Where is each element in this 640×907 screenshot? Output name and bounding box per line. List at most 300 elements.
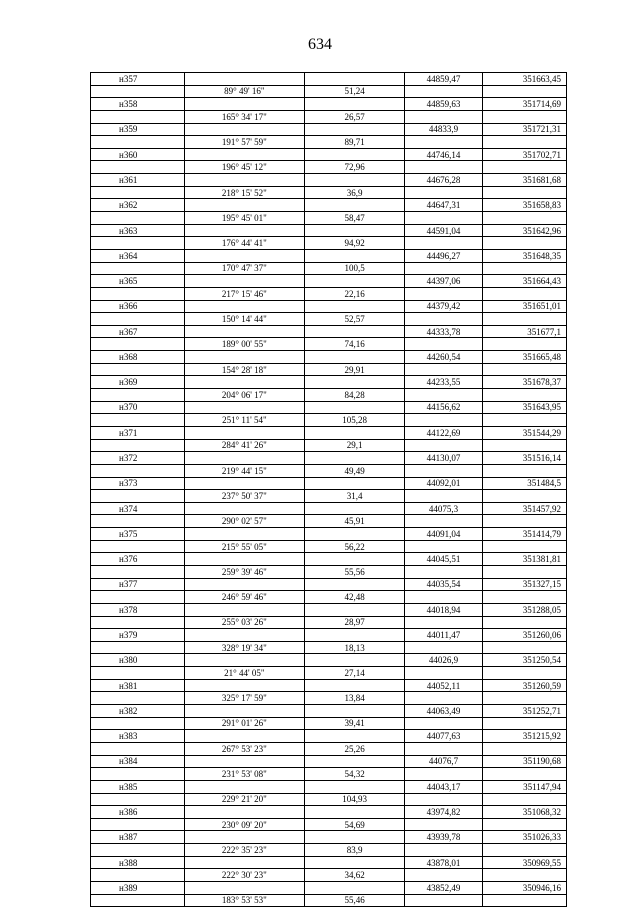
point-name-cell: н384 (91, 755, 185, 768)
angle-cell: 170° 47' 37" (184, 262, 304, 275)
y-coordinate-cell (482, 768, 566, 781)
x-coordinate-cell: 44076,7 (405, 755, 483, 768)
x-coordinate-cell: 44122,69 (405, 426, 483, 439)
distance-cell (305, 553, 405, 566)
x-coordinate-cell: 44130,07 (405, 452, 483, 465)
x-coordinate-cell (405, 717, 483, 730)
point-row (91, 123, 567, 136)
distance-cell (305, 376, 405, 389)
angle-cell: 191° 57' 59" (184, 136, 304, 149)
angle-cell: 176° 44' 41" (184, 237, 304, 250)
distance-cell: 28,97 (305, 616, 405, 629)
y-coordinate-cell (482, 818, 566, 831)
point-row (91, 426, 567, 439)
point-name-cell (91, 692, 185, 705)
segment-row (91, 389, 567, 402)
x-coordinate-cell: 44746,14 (405, 148, 483, 161)
distance-cell (305, 705, 405, 718)
x-coordinate-cell: 44035,54 (405, 578, 483, 591)
distance-cell: 34,62 (305, 869, 405, 882)
x-coordinate-cell: 44333,78 (405, 325, 483, 338)
angle-cell (184, 123, 304, 136)
point-name-cell: н387 (91, 831, 185, 844)
x-coordinate-cell (405, 186, 483, 199)
point-row (91, 477, 567, 490)
point-row (91, 224, 567, 237)
point-name-cell: н367 (91, 325, 185, 338)
y-coordinate-cell (482, 490, 566, 503)
x-coordinate-cell: 44026,9 (405, 654, 483, 667)
x-coordinate-cell: 44091,04 (405, 528, 483, 541)
angle-cell: 284° 41' 26" (184, 439, 304, 452)
point-name-cell (91, 869, 185, 882)
y-coordinate-cell (482, 464, 566, 477)
point-row (91, 831, 567, 844)
point-row (91, 705, 567, 718)
y-coordinate-cell: 351721,31 (482, 123, 566, 136)
angle-cell: 325° 17' 59" (184, 692, 304, 705)
point-name-cell (91, 717, 185, 730)
x-coordinate-cell: 44859,63 (405, 98, 483, 111)
x-coordinate-cell: 44833,9 (405, 123, 483, 136)
point-name-cell (91, 540, 185, 553)
angle-cell: 231° 53' 08" (184, 768, 304, 781)
angle-cell: 255° 03' 26" (184, 616, 304, 629)
point-name-cell (91, 818, 185, 831)
distance-cell (305, 856, 405, 869)
y-coordinate-cell: 351663,45 (482, 73, 566, 86)
segment-row (91, 212, 567, 225)
angle-cell: 259° 39' 46" (184, 565, 304, 578)
distance-cell: 52,57 (305, 313, 405, 326)
point-name-cell (91, 85, 185, 98)
x-coordinate-cell (405, 85, 483, 98)
angle-cell (184, 275, 304, 288)
distance-cell: 51,24 (305, 85, 405, 98)
y-coordinate-cell (482, 186, 566, 199)
distance-cell: 74,16 (305, 338, 405, 351)
point-name-cell: н373 (91, 477, 185, 490)
point-name-cell: н368 (91, 351, 185, 364)
point-row (91, 401, 567, 414)
distance-cell (305, 401, 405, 414)
y-coordinate-cell: 351327,15 (482, 578, 566, 591)
distance-cell: 31,4 (305, 490, 405, 503)
segment-row (91, 591, 567, 604)
angle-cell: 21° 44' 05" (184, 667, 304, 680)
point-row (91, 882, 567, 895)
point-row (91, 502, 567, 515)
x-coordinate-cell (405, 338, 483, 351)
point-row (91, 148, 567, 161)
angle-cell: 89° 49' 16" (184, 85, 304, 98)
angle-cell (184, 249, 304, 262)
segment-row (91, 717, 567, 730)
segment-row (91, 338, 567, 351)
x-coordinate-cell: 44043,17 (405, 780, 483, 793)
distance-cell: 36,9 (305, 186, 405, 199)
y-coordinate-cell: 350969,55 (482, 856, 566, 869)
x-coordinate-cell (405, 389, 483, 402)
angle-cell: 150° 14' 44" (184, 313, 304, 326)
distance-cell: 22,16 (305, 287, 405, 300)
point-name-cell (91, 338, 185, 351)
distance-cell (305, 806, 405, 819)
angle-cell: 246° 59' 46" (184, 591, 304, 604)
segment-row (91, 869, 567, 882)
y-coordinate-cell: 351288,05 (482, 603, 566, 616)
angle-cell (184, 755, 304, 768)
distance-cell (305, 755, 405, 768)
y-coordinate-cell: 351643,95 (482, 401, 566, 414)
y-coordinate-cell: 351260,59 (482, 679, 566, 692)
y-coordinate-cell (482, 262, 566, 275)
angle-cell (184, 629, 304, 642)
x-coordinate-cell (405, 414, 483, 427)
distance-cell: 13,84 (305, 692, 405, 705)
distance-cell: 45,91 (305, 515, 405, 528)
y-coordinate-cell (482, 616, 566, 629)
point-row (91, 806, 567, 819)
angle-cell (184, 426, 304, 439)
distance-cell: 100,5 (305, 262, 405, 275)
point-name-cell (91, 742, 185, 755)
x-coordinate-cell: 44063,49 (405, 705, 483, 718)
angle-cell: 291° 01' 26" (184, 717, 304, 730)
point-name-cell (91, 186, 185, 199)
y-coordinate-cell: 351664,43 (482, 275, 566, 288)
point-row (91, 325, 567, 338)
point-row (91, 654, 567, 667)
point-row (91, 275, 567, 288)
point-name-cell: н383 (91, 730, 185, 743)
point-name-cell (91, 414, 185, 427)
point-name-cell: н362 (91, 199, 185, 212)
point-name-cell: н377 (91, 578, 185, 591)
y-coordinate-cell (482, 667, 566, 680)
x-coordinate-cell: 44676,28 (405, 174, 483, 187)
segment-row (91, 262, 567, 275)
segment-row (91, 793, 567, 806)
angle-cell: 267° 53' 23" (184, 742, 304, 755)
segment-row (91, 565, 567, 578)
point-row (91, 300, 567, 313)
point-name-cell: н382 (91, 705, 185, 718)
x-coordinate-cell (405, 616, 483, 629)
x-coordinate-cell (405, 591, 483, 604)
point-name-cell (91, 439, 185, 452)
distance-cell: 56,22 (305, 540, 405, 553)
angle-cell (184, 452, 304, 465)
segment-row (91, 186, 567, 199)
angle-cell (184, 806, 304, 819)
angle-cell (184, 856, 304, 869)
point-name-cell: н360 (91, 148, 185, 161)
point-name-cell: н357 (91, 73, 185, 86)
point-name-cell (91, 565, 185, 578)
y-coordinate-cell (482, 212, 566, 225)
distance-cell: 26,57 (305, 110, 405, 123)
x-coordinate-cell: 44591,04 (405, 224, 483, 237)
x-coordinate-cell (405, 237, 483, 250)
x-coordinate-cell: 44052,11 (405, 679, 483, 692)
distance-cell (305, 199, 405, 212)
y-coordinate-cell (482, 742, 566, 755)
point-name-cell (91, 161, 185, 174)
distance-cell (305, 730, 405, 743)
point-name-cell: н388 (91, 856, 185, 869)
point-name-cell (91, 490, 185, 503)
angle-cell: 165° 34' 17" (184, 110, 304, 123)
x-coordinate-cell: 44233,55 (405, 376, 483, 389)
y-coordinate-cell (482, 161, 566, 174)
y-coordinate-cell (482, 414, 566, 427)
page-number: 634 (308, 36, 332, 53)
segment-row (91, 161, 567, 174)
y-coordinate-cell (482, 641, 566, 654)
segment-row (91, 110, 567, 123)
angle-cell (184, 780, 304, 793)
angle-cell: 196° 45' 12" (184, 161, 304, 174)
angle-cell (184, 578, 304, 591)
segment-row (91, 414, 567, 427)
x-coordinate-cell: 44156,62 (405, 401, 483, 414)
angle-cell: 219° 44' 15" (184, 464, 304, 477)
distance-cell (305, 123, 405, 136)
segment-row (91, 641, 567, 654)
x-coordinate-cell (405, 439, 483, 452)
point-name-cell (91, 768, 185, 781)
point-name-cell: н366 (91, 300, 185, 313)
x-coordinate-cell (405, 136, 483, 149)
point-name-cell: н369 (91, 376, 185, 389)
point-name-cell (91, 262, 185, 275)
x-coordinate-cell (405, 844, 483, 857)
segment-row (91, 85, 567, 98)
point-name-cell: н376 (91, 553, 185, 566)
x-coordinate-cell: 44647,31 (405, 199, 483, 212)
distance-cell: 39,41 (305, 717, 405, 730)
segment-row (91, 136, 567, 149)
distance-cell (305, 351, 405, 364)
distance-cell (305, 502, 405, 515)
x-coordinate-cell (405, 667, 483, 680)
y-coordinate-cell (482, 591, 566, 604)
coordinates-table (90, 72, 567, 907)
point-name-cell: н374 (91, 502, 185, 515)
distance-cell (305, 780, 405, 793)
x-coordinate-cell: 43878,01 (405, 856, 483, 869)
x-coordinate-cell (405, 869, 483, 882)
distance-cell: 72,96 (305, 161, 405, 174)
point-row (91, 376, 567, 389)
x-coordinate-cell: 43974,82 (405, 806, 483, 819)
angle-cell: 204° 06' 17" (184, 389, 304, 402)
segment-row (91, 692, 567, 705)
angle-cell: 222° 35' 23" (184, 844, 304, 857)
segment-row (91, 844, 567, 857)
angle-cell (184, 502, 304, 515)
y-coordinate-cell: 351658,83 (482, 199, 566, 212)
distance-cell (305, 426, 405, 439)
coordinates-table-body (91, 73, 567, 907)
y-coordinate-cell: 351250,54 (482, 654, 566, 667)
point-row (91, 578, 567, 591)
angle-cell (184, 528, 304, 541)
x-coordinate-cell (405, 464, 483, 477)
x-coordinate-cell: 44092,01 (405, 477, 483, 490)
y-coordinate-cell (482, 717, 566, 730)
y-coordinate-cell: 351516,14 (482, 452, 566, 465)
y-coordinate-cell (482, 515, 566, 528)
distance-cell: 105,28 (305, 414, 405, 427)
distance-cell: 55,46 (305, 894, 405, 907)
distance-cell (305, 300, 405, 313)
angle-cell: 215° 55' 05" (184, 540, 304, 553)
x-coordinate-cell (405, 490, 483, 503)
point-name-cell: н386 (91, 806, 185, 819)
distance-cell (305, 477, 405, 490)
angle-cell: 230° 09' 20" (184, 818, 304, 831)
y-coordinate-cell: 351260,06 (482, 629, 566, 642)
y-coordinate-cell: 351414,79 (482, 528, 566, 541)
point-name-cell (91, 110, 185, 123)
point-row (91, 249, 567, 262)
point-row (91, 174, 567, 187)
y-coordinate-cell: 351147,94 (482, 780, 566, 793)
distance-cell: 84,28 (305, 389, 405, 402)
y-coordinate-cell (482, 565, 566, 578)
distance-cell (305, 224, 405, 237)
distance-cell (305, 325, 405, 338)
angle-cell (184, 73, 304, 86)
x-coordinate-cell: 44045,51 (405, 553, 483, 566)
distance-cell (305, 528, 405, 541)
point-row (91, 730, 567, 743)
x-coordinate-cell (405, 565, 483, 578)
angle-cell: 290° 02' 57" (184, 515, 304, 528)
distance-cell (305, 679, 405, 692)
distance-cell (305, 73, 405, 86)
distance-cell (305, 654, 405, 667)
point-name-cell: н389 (91, 882, 185, 895)
distance-cell: 89,71 (305, 136, 405, 149)
angle-cell (184, 376, 304, 389)
point-row (91, 452, 567, 465)
y-coordinate-cell (482, 313, 566, 326)
y-coordinate-cell (482, 363, 566, 376)
x-coordinate-cell (405, 110, 483, 123)
angle-cell (184, 401, 304, 414)
distance-cell (305, 174, 405, 187)
y-coordinate-cell (482, 85, 566, 98)
point-name-cell (91, 844, 185, 857)
x-coordinate-cell (405, 161, 483, 174)
angle-cell (184, 300, 304, 313)
angle-cell: 217° 15' 46" (184, 287, 304, 300)
point-row (91, 755, 567, 768)
y-coordinate-cell: 351665,48 (482, 351, 566, 364)
angle-cell (184, 603, 304, 616)
y-coordinate-cell: 351026,33 (482, 831, 566, 844)
y-coordinate-cell: 351648,35 (482, 249, 566, 262)
distance-cell (305, 249, 405, 262)
y-coordinate-cell: 350946,16 (482, 882, 566, 895)
distance-cell (305, 275, 405, 288)
y-coordinate-cell: 351381,81 (482, 553, 566, 566)
x-coordinate-cell (405, 262, 483, 275)
distance-cell: 54,32 (305, 768, 405, 781)
point-row (91, 780, 567, 793)
y-coordinate-cell: 351190,68 (482, 755, 566, 768)
y-coordinate-cell: 351642,96 (482, 224, 566, 237)
y-coordinate-cell: 351677,1 (482, 325, 566, 338)
angle-cell (184, 705, 304, 718)
segment-row (91, 490, 567, 503)
angle-cell: 251° 11' 54" (184, 414, 304, 427)
angle-cell (184, 679, 304, 692)
segment-row (91, 464, 567, 477)
distance-cell: 42,48 (305, 591, 405, 604)
y-coordinate-cell: 351484,5 (482, 477, 566, 490)
point-name-cell (91, 363, 185, 376)
angle-cell (184, 477, 304, 490)
point-name-cell (91, 212, 185, 225)
point-name-cell: н371 (91, 426, 185, 439)
y-coordinate-cell: 351215,92 (482, 730, 566, 743)
angle-cell (184, 224, 304, 237)
x-coordinate-cell (405, 540, 483, 553)
distance-cell: 104,93 (305, 793, 405, 806)
x-coordinate-cell: 44397,06 (405, 275, 483, 288)
x-coordinate-cell: 44075,3 (405, 502, 483, 515)
x-coordinate-cell (405, 287, 483, 300)
angle-cell (184, 553, 304, 566)
angle-cell (184, 98, 304, 111)
y-coordinate-cell (482, 692, 566, 705)
angle-cell (184, 199, 304, 212)
angle-cell: 328° 19' 34" (184, 641, 304, 654)
x-coordinate-cell: 44859,47 (405, 73, 483, 86)
y-coordinate-cell (482, 389, 566, 402)
point-name-cell (91, 464, 185, 477)
y-coordinate-cell: 351252,71 (482, 705, 566, 718)
distance-cell: 83,9 (305, 844, 405, 857)
x-coordinate-cell (405, 515, 483, 528)
point-name-cell (91, 237, 185, 250)
angle-cell (184, 882, 304, 895)
point-row (91, 553, 567, 566)
point-name-cell: н359 (91, 123, 185, 136)
y-coordinate-cell: 351457,92 (482, 502, 566, 515)
distance-cell (305, 578, 405, 591)
x-coordinate-cell: 44496,27 (405, 249, 483, 262)
segment-row (91, 439, 567, 452)
y-coordinate-cell (482, 793, 566, 806)
distance-cell (305, 148, 405, 161)
x-coordinate-cell: 44077,63 (405, 730, 483, 743)
point-name-cell (91, 389, 185, 402)
y-coordinate-cell: 351681,68 (482, 174, 566, 187)
point-name-cell: н365 (91, 275, 185, 288)
y-coordinate-cell (482, 844, 566, 857)
segment-row (91, 818, 567, 831)
point-name-cell: н364 (91, 249, 185, 262)
angle-cell: 229° 21' 20" (184, 793, 304, 806)
point-name-cell: н370 (91, 401, 185, 414)
x-coordinate-cell (405, 641, 483, 654)
distance-cell (305, 452, 405, 465)
